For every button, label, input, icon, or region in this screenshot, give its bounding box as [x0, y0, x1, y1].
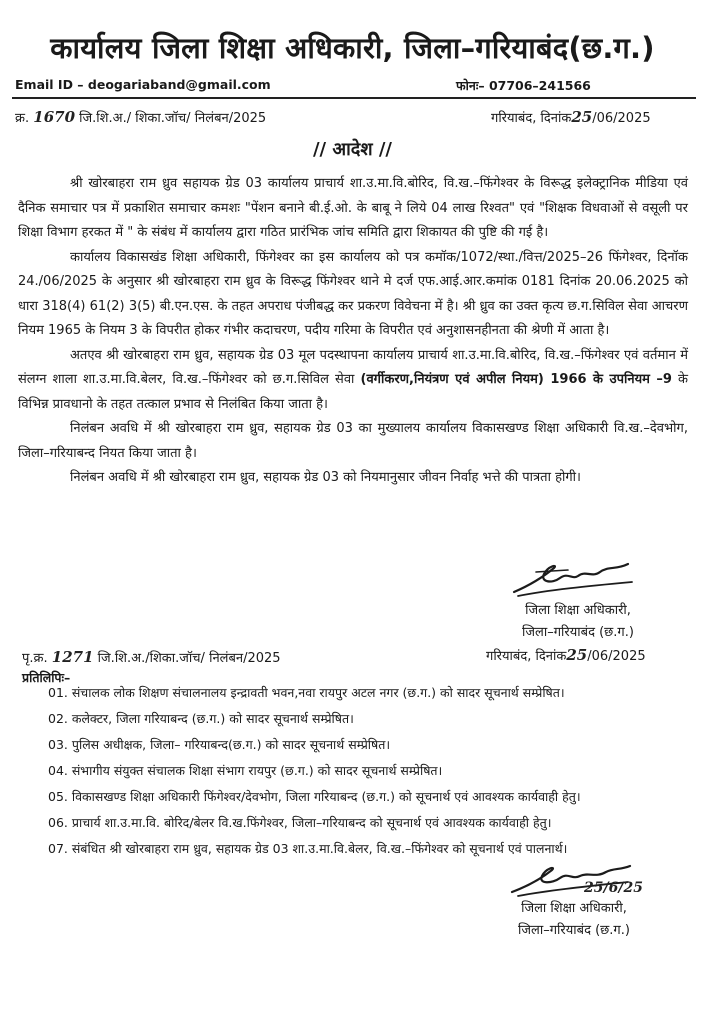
- order-paragraph-3: [18, 344, 688, 418]
- ref-number-handwritten: 1670: [33, 108, 76, 126]
- signature-2-place: जिला–गरियाबंद (छ.ग.): [518, 923, 630, 938]
- copy-to-list: [48, 680, 688, 862]
- para3-start: अतएव श्री खोरबाहरा राम ध्रुव, सहायक ग्रेड 03 मूल पदस्थापना कार्यालय प्राचार्य शा.उ.मा.वि.बोरिद, वि.ख.–फिंगेश्वर एवं वर्तमान में संलग्न शाला शा.उ.मा.वि.बेलर, वि.ख.–फिंगेश्वर को छ.ग.सिविल सेवा: [18, 347, 688, 387]
- order-date: [491, 108, 651, 126]
- order-heading: // आदेश //: [312, 139, 393, 160]
- list-item: 07. संबंधित श्री खोरबाहरा राम ध्रुव, सहायक ग्रेड 03 शा.उ.मा.वि.बेलर, वि.ख.–फिंगेश्वर को सूचनार्थ एवं पालनार्थ।: [48, 841, 568, 856]
- phone-line: फोनः– 07706–241566: [456, 78, 591, 93]
- header-divider: [12, 97, 696, 99]
- signature-2-date-handwritten: 25/6/25: [584, 880, 643, 896]
- list-item: 06. प्राचार्य शा.उ.मा.वि. बोरिद/बेलर वि.ख.फिंगेश्वर, जिला–गरियाबन्द को सूचनार्थ एवं आवश्यक कार्यवाही हेतु।: [48, 815, 552, 830]
- list-item: 04. संभागीय संयुक्त संचालक शिक्षा संभाग रायपुर (छ.ग.) को सादर सूचनार्थ सम्प्रेषित।: [48, 763, 443, 778]
- order-paragraph-2: कार्यालय विकासखंड शिक्षा अधिकारी, फिंगेश्वर का इस कार्यालय को पत्र कमॉक/1072/स्था./वित्त/2025–26 फिंगेश्वर, दिनॉक 24./06/2025 के अनुसार श्री खोरबाहरा राम ध्रुव के विरूद्ध फिंगेश्वर थाने मे दर्ज एफ.आई.आर.कमांक 0181 दिनांक 20.06.2025 को धारा 318(4) 61(2) 3(5) बी.एन.एस. के तहत अपराध पंजीबद्ध कर प्रकरण विवेचना में है। श्री ध्रुव का उक्त कृत्य छ.ग.सिविल सेवा आचरण नियम 1965 के नियम 3 के विपरीत होकर गंभीर कदाचरण, पदीय गरिमा के विपरीत एवं अनुशासनहीनता की श्रेणी में आता है।: [18, 249, 688, 338]
- endorsement-reference: [22, 648, 281, 666]
- ref-date-rest: /06/2025: [592, 111, 651, 126]
- signature-2-designation: जिला शिक्षा अधिकारी,: [521, 901, 627, 916]
- endorsement-date-day-handwritten: 25: [566, 646, 588, 664]
- signature-2-block: [474, 898, 674, 942]
- order-reference: [15, 108, 266, 126]
- endorsement-path: जि.शि.अ./शिका.जॉच/ निलंबन/2025: [97, 651, 281, 666]
- copy-to-label: प्रतिलिपिः–: [22, 670, 71, 685]
- list-item: 03. पुलिस अधीक्षक, जिला– गरियाबन्द(छ.ग.) को सादर सूचनार्थ सम्प्रेषित।: [48, 737, 391, 752]
- ref-date-day-handwritten: 25: [571, 108, 593, 126]
- endorsement-number-handwritten: 1271: [51, 648, 94, 666]
- endorsement-date: [486, 646, 646, 664]
- endorsement-prefix: पृ.क्र.: [22, 651, 48, 666]
- order-paragraph-5: निलंबन अवधि में श्री खोरबाहरा राम ध्रुव, सहायक ग्रेड 03 को नियमानुसार जीवन निर्वाह भत्ते की पात्रता होगी।: [70, 470, 581, 485]
- order-body: [18, 172, 688, 491]
- signature-1-place: जिला–गरियाबंद (छ.ग.): [522, 625, 634, 640]
- signature-1-designation: जिला शिक्षा अधिकारी,: [525, 603, 631, 618]
- signature-1-scribble: [508, 556, 638, 602]
- office-title: कार्यालय जिला शिक्षा अधिकारी, जिला–गरियाबंद(छ.ग.): [50, 31, 655, 65]
- ref-date-prefix: गरियाबंद, दिनांक: [491, 111, 572, 126]
- order-paragraph-1: श्री खोरबाहरा राम ध्रुव सहायक ग्रेड 03 कार्यालय प्राचार्य शा.उ.मा.वि.बोरिद, वि.ख.–फिंगेश्वर के विरूद्ध इलेक्ट्रानिक मीडिया एवं दैनिक समाचार पत्र में प्रकाशित समाचार कमशः "पेंशन बनाने बी.ई.ओ. के बाबू ने लिये 04 लाख रिश्वत" एवं "शिक्षक विधवाओं से वसूली पर शिक्षा विभाग हरकत में " के संबंध में कार्यालय द्वारा गठित प्रारंभिक जांच समिति द्वारा शिकायत की पुष्टि की गई है।: [18, 176, 688, 240]
- ref-path: जि.शि.अ./ शिका.जॉच/ निलंबन/2025: [79, 111, 267, 126]
- list-item: 05. विकासखण्ड शिक्षा अधिकारी फिंगेश्वर/देवभोग, जिला गरियाबन्द (छ.ग.) को सूचनार्थ एवं आवश्यक कार्यवाही हेतु।: [48, 789, 581, 804]
- signature-1-block: [478, 600, 678, 644]
- para3-rule-reference: (वर्गीकरण,नियंत्रण एवं अपील नियम) 1966 के उपनियम –9: [360, 372, 672, 387]
- email-line: Email ID – deogariaband@gmail.com: [15, 77, 271, 92]
- para3-end: के विभिन्न प्रावधानो के तहत तत्काल प्रभाव से निलंबित किया जाता है।: [18, 372, 688, 412]
- list-item: 01. संचालक लोक शिक्षण संचालनालय इन्द्रावती भवन,नवा रायपुर अटल नगर (छ.ग.) को सादर सूचनार्थ सम्प्रेषित।: [48, 685, 565, 700]
- endorsement-date-prefix: गरियाबंद, दिनांक: [486, 649, 567, 664]
- endorsement-date-rest: /06/2025: [587, 649, 646, 664]
- list-item: 02. कलेक्टर, जिला गरियाबन्द (छ.ग.) को सादर सूचनार्थ सम्प्रेषित।: [48, 711, 354, 726]
- order-paragraph-4: निलंबन अवधि में श्री खोरबाहरा राम ध्रुव, सहायक ग्रेड 03 का मुख्यालय कार्यालय विकासखण्ड शिक्षा अधिकारी वि.ख.–देवभोग, जिला–गरियाबन्द नियत किया जाता है।: [18, 421, 688, 461]
- ref-prefix: क्र.: [15, 111, 30, 126]
